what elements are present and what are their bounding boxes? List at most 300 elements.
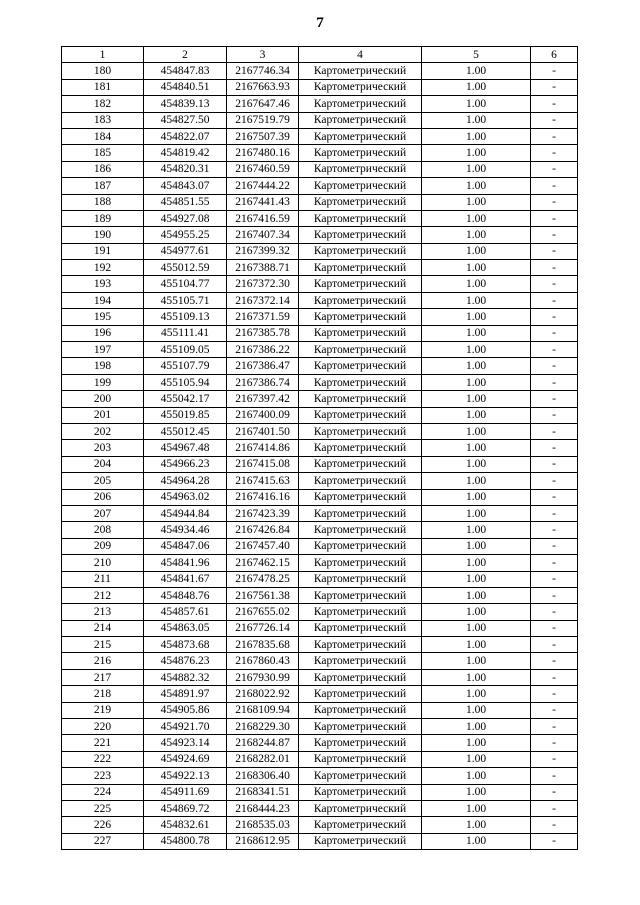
description-cell: -: [531, 440, 578, 456]
column-header: 6: [531, 47, 578, 63]
column-header: 3: [227, 47, 299, 63]
method-cell: Картометрический: [299, 768, 422, 784]
x-coordinate-cell: 454863.05: [144, 620, 227, 636]
method-cell: Картометрический: [299, 571, 422, 587]
description-cell: -: [531, 276, 578, 292]
description-cell: -: [531, 473, 578, 489]
x-coordinate-cell: 454927.08: [144, 210, 227, 226]
x-coordinate-cell: 454851.55: [144, 194, 227, 210]
method-cell: Картометрический: [299, 719, 422, 735]
point-number-cell: 185: [62, 145, 144, 161]
x-coordinate-cell: 454966.23: [144, 456, 227, 472]
y-coordinate-cell: 2167423.39: [227, 505, 299, 521]
description-cell: -: [531, 227, 578, 243]
y-coordinate-cell: 2168282.01: [227, 751, 299, 767]
description-cell: -: [531, 423, 578, 439]
description-cell: -: [531, 63, 578, 79]
accuracy-cell: 1.00: [422, 669, 531, 685]
y-coordinate-cell: 2167399.32: [227, 243, 299, 259]
method-cell: Картометрический: [299, 522, 422, 538]
y-coordinate-cell: 2167407.34: [227, 227, 299, 243]
accuracy-cell: 1.00: [422, 374, 531, 390]
column-header: 1: [62, 47, 144, 63]
description-cell: -: [531, 342, 578, 358]
accuracy-cell: 1.00: [422, 604, 531, 620]
table-row: [62, 358, 578, 374]
description-cell: -: [531, 637, 578, 653]
accuracy-cell: 1.00: [422, 210, 531, 226]
x-coordinate-cell: 454944.84: [144, 505, 227, 521]
accuracy-cell: 1.00: [422, 473, 531, 489]
table-row: [62, 784, 578, 800]
description-cell: -: [531, 96, 578, 112]
method-cell: Картометрический: [299, 735, 422, 751]
accuracy-cell: 1.00: [422, 358, 531, 374]
x-coordinate-cell: 454873.68: [144, 637, 227, 653]
point-number-cell: 209: [62, 538, 144, 554]
x-coordinate-cell: 454822.07: [144, 128, 227, 144]
y-coordinate-cell: 2167426.84: [227, 522, 299, 538]
y-coordinate-cell: 2167726.14: [227, 620, 299, 636]
accuracy-cell: 1.00: [422, 637, 531, 653]
point-number-cell: 217: [62, 669, 144, 685]
x-coordinate-cell: 454977.61: [144, 243, 227, 259]
description-cell: -: [531, 653, 578, 669]
point-number-cell: 196: [62, 325, 144, 341]
method-cell: Картометрический: [299, 79, 422, 95]
table-row: [62, 227, 578, 243]
table-row: [62, 423, 578, 439]
y-coordinate-cell: 2167444.22: [227, 178, 299, 194]
method-cell: Картометрический: [299, 210, 422, 226]
accuracy-cell: 1.00: [422, 63, 531, 79]
x-coordinate-cell: 454955.25: [144, 227, 227, 243]
x-coordinate-cell: 455109.13: [144, 309, 227, 325]
x-coordinate-cell: 455104.77: [144, 276, 227, 292]
x-coordinate-cell: 454924.69: [144, 751, 227, 767]
point-number-cell: 202: [62, 423, 144, 439]
method-cell: Картометрический: [299, 489, 422, 505]
description-cell: -: [531, 735, 578, 751]
accuracy-cell: 1.00: [422, 161, 531, 177]
description-cell: -: [531, 456, 578, 472]
x-coordinate-cell: 454876.23: [144, 653, 227, 669]
accuracy-cell: 1.00: [422, 735, 531, 751]
x-coordinate-cell: 454869.72: [144, 800, 227, 816]
description-cell: -: [531, 555, 578, 571]
x-coordinate-cell: 454934.46: [144, 522, 227, 538]
description-cell: -: [531, 325, 578, 341]
description-cell: -: [531, 243, 578, 259]
description-cell: -: [531, 374, 578, 390]
point-number-cell: 206: [62, 489, 144, 505]
table-row: [62, 342, 578, 358]
method-cell: Картометрический: [299, 653, 422, 669]
accuracy-cell: 1.00: [422, 342, 531, 358]
x-coordinate-cell: 454847.83: [144, 63, 227, 79]
y-coordinate-cell: 2167480.16: [227, 145, 299, 161]
description-cell: -: [531, 604, 578, 620]
y-coordinate-cell: 2167371.59: [227, 309, 299, 325]
table-row: [62, 505, 578, 521]
accuracy-cell: 1.00: [422, 555, 531, 571]
method-cell: Картометрический: [299, 292, 422, 308]
accuracy-cell: 1.00: [422, 292, 531, 308]
method-cell: Картометрический: [299, 358, 422, 374]
x-coordinate-cell: 454922.13: [144, 768, 227, 784]
point-number-cell: 184: [62, 128, 144, 144]
accuracy-cell: 1.00: [422, 309, 531, 325]
description-cell: -: [531, 79, 578, 95]
y-coordinate-cell: 2167663.93: [227, 79, 299, 95]
description-cell: -: [531, 194, 578, 210]
description-cell: -: [531, 522, 578, 538]
method-cell: Картометрический: [299, 325, 422, 341]
accuracy-cell: 1.00: [422, 489, 531, 505]
point-number-cell: 183: [62, 112, 144, 128]
method-cell: Картометрический: [299, 128, 422, 144]
table-row: [62, 325, 578, 341]
table-row: [62, 686, 578, 702]
description-cell: -: [531, 407, 578, 423]
method-cell: Картометрический: [299, 178, 422, 194]
point-number-cell: 222: [62, 751, 144, 767]
accuracy-cell: 1.00: [422, 128, 531, 144]
method-cell: Картометрический: [299, 604, 422, 620]
page-number: 7: [316, 15, 324, 31]
table-row: [62, 735, 578, 751]
x-coordinate-cell: 454827.50: [144, 112, 227, 128]
method-cell: Картометрический: [299, 243, 422, 259]
method-cell: Картометрический: [299, 669, 422, 685]
y-coordinate-cell: 2167647.46: [227, 96, 299, 112]
accuracy-cell: 1.00: [422, 407, 531, 423]
description-cell: -: [531, 784, 578, 800]
y-coordinate-cell: 2168444.23: [227, 800, 299, 816]
method-cell: Картометрический: [299, 620, 422, 636]
method-cell: Картометрический: [299, 538, 422, 554]
point-number-cell: 193: [62, 276, 144, 292]
accuracy-cell: 1.00: [422, 686, 531, 702]
x-coordinate-cell: 454857.61: [144, 604, 227, 620]
table-row: [62, 374, 578, 390]
description-cell: -: [531, 587, 578, 603]
description-cell: -: [531, 292, 578, 308]
accuracy-cell: 1.00: [422, 391, 531, 407]
accuracy-cell: 1.00: [422, 194, 531, 210]
y-coordinate-cell: 2168341.51: [227, 784, 299, 800]
method-cell: Картометрический: [299, 833, 422, 849]
x-coordinate-cell: 454841.96: [144, 555, 227, 571]
table-row: [62, 620, 578, 636]
description-cell: -: [531, 669, 578, 685]
y-coordinate-cell: 2167930.99: [227, 669, 299, 685]
table-row: [62, 473, 578, 489]
description-cell: -: [531, 178, 578, 194]
accuracy-cell: 1.00: [422, 784, 531, 800]
table-row: [62, 637, 578, 653]
x-coordinate-cell: 454848.76: [144, 587, 227, 603]
point-number-cell: 200: [62, 391, 144, 407]
table-row: [62, 292, 578, 308]
y-coordinate-cell: 2167507.39: [227, 128, 299, 144]
accuracy-cell: 1.00: [422, 653, 531, 669]
table-row: [62, 407, 578, 423]
point-number-cell: 180: [62, 63, 144, 79]
table-header-row: [62, 47, 578, 63]
point-number-cell: 194: [62, 292, 144, 308]
table-row: [62, 128, 578, 144]
accuracy-cell: 1.00: [422, 702, 531, 718]
accuracy-cell: 1.00: [422, 112, 531, 128]
table-row: [62, 800, 578, 816]
y-coordinate-cell: 2167835.68: [227, 637, 299, 653]
accuracy-cell: 1.00: [422, 587, 531, 603]
accuracy-cell: 1.00: [422, 260, 531, 276]
description-cell: -: [531, 702, 578, 718]
method-cell: Картометрический: [299, 260, 422, 276]
accuracy-cell: 1.00: [422, 505, 531, 521]
method-cell: Картометрический: [299, 686, 422, 702]
description-cell: -: [531, 719, 578, 735]
table-row: [62, 145, 578, 161]
y-coordinate-cell: 2167478.25: [227, 571, 299, 587]
method-cell: Картометрический: [299, 423, 422, 439]
point-number-cell: 226: [62, 817, 144, 833]
accuracy-cell: 1.00: [422, 325, 531, 341]
description-cell: -: [531, 538, 578, 554]
method-cell: Картометрический: [299, 505, 422, 521]
description-cell: -: [531, 833, 578, 849]
accuracy-cell: 1.00: [422, 423, 531, 439]
x-coordinate-cell: 455012.59: [144, 260, 227, 276]
method-cell: Картометрический: [299, 637, 422, 653]
accuracy-cell: 1.00: [422, 178, 531, 194]
table-row: [62, 522, 578, 538]
point-number-cell: 214: [62, 620, 144, 636]
method-cell: Картометрический: [299, 227, 422, 243]
point-number-cell: 223: [62, 768, 144, 784]
method-cell: Картометрический: [299, 702, 422, 718]
method-cell: Картометрический: [299, 194, 422, 210]
method-cell: Картометрический: [299, 456, 422, 472]
y-coordinate-cell: 2167397.42: [227, 391, 299, 407]
description-cell: -: [531, 768, 578, 784]
point-number-cell: 201: [62, 407, 144, 423]
column-header: 4: [299, 47, 422, 63]
column-header: 5: [422, 47, 531, 63]
accuracy-cell: 1.00: [422, 817, 531, 833]
y-coordinate-cell: 2168109.94: [227, 702, 299, 718]
table-row: [62, 309, 578, 325]
point-number-cell: 224: [62, 784, 144, 800]
x-coordinate-cell: 454841.67: [144, 571, 227, 587]
accuracy-cell: 1.00: [422, 751, 531, 767]
method-cell: Картометрический: [299, 407, 422, 423]
table-row: [62, 210, 578, 226]
y-coordinate-cell: 2167561.38: [227, 587, 299, 603]
x-coordinate-cell: 455012.45: [144, 423, 227, 439]
point-number-cell: 192: [62, 260, 144, 276]
x-coordinate-cell: 454891.97: [144, 686, 227, 702]
accuracy-cell: 1.00: [422, 620, 531, 636]
x-coordinate-cell: 455105.94: [144, 374, 227, 390]
point-number-cell: 186: [62, 161, 144, 177]
y-coordinate-cell: 2167519.79: [227, 112, 299, 128]
y-coordinate-cell: 2167385.78: [227, 325, 299, 341]
y-coordinate-cell: 2167415.08: [227, 456, 299, 472]
y-coordinate-cell: 2167386.74: [227, 374, 299, 390]
table-row: [62, 751, 578, 767]
method-cell: Картометрический: [299, 96, 422, 112]
x-coordinate-cell: 455111.41: [144, 325, 227, 341]
point-number-cell: 211: [62, 571, 144, 587]
table-row: [62, 440, 578, 456]
x-coordinate-cell: 455105.71: [144, 292, 227, 308]
x-coordinate-cell: 455019.85: [144, 407, 227, 423]
method-cell: Картометрический: [299, 587, 422, 603]
accuracy-cell: 1.00: [422, 833, 531, 849]
x-coordinate-cell: 454905.86: [144, 702, 227, 718]
description-cell: -: [531, 505, 578, 521]
accuracy-cell: 1.00: [422, 276, 531, 292]
y-coordinate-cell: 2167400.09: [227, 407, 299, 423]
x-coordinate-cell: 454923.14: [144, 735, 227, 751]
point-number-cell: 221: [62, 735, 144, 751]
y-coordinate-cell: 2168306.40: [227, 768, 299, 784]
y-coordinate-cell: 2168535.03: [227, 817, 299, 833]
description-cell: -: [531, 161, 578, 177]
table-row: [62, 178, 578, 194]
table-row: [62, 702, 578, 718]
x-coordinate-cell: 454964.28: [144, 473, 227, 489]
y-coordinate-cell: 2167372.30: [227, 276, 299, 292]
x-coordinate-cell: 455042.17: [144, 391, 227, 407]
x-coordinate-cell: 454847.06: [144, 538, 227, 554]
y-coordinate-cell: 2167416.16: [227, 489, 299, 505]
point-number-cell: 198: [62, 358, 144, 374]
accuracy-cell: 1.00: [422, 243, 531, 259]
x-coordinate-cell: 455107.79: [144, 358, 227, 374]
description-cell: -: [531, 686, 578, 702]
table-body: [62, 63, 578, 850]
table-row: [62, 604, 578, 620]
x-coordinate-cell: 454843.07: [144, 178, 227, 194]
table-row: [62, 489, 578, 505]
x-coordinate-cell: 454911.69: [144, 784, 227, 800]
method-cell: Картометрический: [299, 391, 422, 407]
description-cell: -: [531, 751, 578, 767]
point-number-cell: 205: [62, 473, 144, 489]
accuracy-cell: 1.00: [422, 96, 531, 112]
accuracy-cell: 1.00: [422, 768, 531, 784]
y-coordinate-cell: 2167655.02: [227, 604, 299, 620]
x-coordinate-cell: 454967.48: [144, 440, 227, 456]
x-coordinate-cell: 454800.78: [144, 833, 227, 849]
point-number-cell: 219: [62, 702, 144, 718]
accuracy-cell: 1.00: [422, 227, 531, 243]
description-cell: -: [531, 309, 578, 325]
x-coordinate-cell: 454840.51: [144, 79, 227, 95]
method-cell: Картометрический: [299, 342, 422, 358]
y-coordinate-cell: 2167746.34: [227, 63, 299, 79]
method-cell: Картометрический: [299, 473, 422, 489]
table-row: [62, 63, 578, 79]
y-coordinate-cell: 2168022.92: [227, 686, 299, 702]
table-row: [62, 79, 578, 95]
y-coordinate-cell: 2168229.30: [227, 719, 299, 735]
method-cell: Картометрический: [299, 145, 422, 161]
accuracy-cell: 1.00: [422, 571, 531, 587]
x-coordinate-cell: 454820.31: [144, 161, 227, 177]
y-coordinate-cell: 2167414.86: [227, 440, 299, 456]
point-number-cell: 190: [62, 227, 144, 243]
accuracy-cell: 1.00: [422, 522, 531, 538]
table-row: [62, 669, 578, 685]
description-cell: -: [531, 358, 578, 374]
description-cell: -: [531, 128, 578, 144]
point-number-cell: 189: [62, 210, 144, 226]
method-cell: Картометрический: [299, 800, 422, 816]
table-row: [62, 194, 578, 210]
point-number-cell: 220: [62, 719, 144, 735]
description-cell: -: [531, 817, 578, 833]
y-coordinate-cell: 2167462.15: [227, 555, 299, 571]
x-coordinate-cell: 454963.02: [144, 489, 227, 505]
table-row: [62, 260, 578, 276]
accuracy-cell: 1.00: [422, 800, 531, 816]
table-row: [62, 538, 578, 554]
x-coordinate-cell: 454921.70: [144, 719, 227, 735]
x-coordinate-cell: 455109.05: [144, 342, 227, 358]
y-coordinate-cell: 2167386.47: [227, 358, 299, 374]
point-number-cell: 181: [62, 79, 144, 95]
y-coordinate-cell: 2168612.95: [227, 833, 299, 849]
table-row: [62, 96, 578, 112]
method-cell: Картометрический: [299, 440, 422, 456]
point-number-cell: 199: [62, 374, 144, 390]
point-number-cell: 207: [62, 505, 144, 521]
point-number-cell: 210: [62, 555, 144, 571]
table-row: [62, 112, 578, 128]
point-number-cell: 208: [62, 522, 144, 538]
point-number-cell: 188: [62, 194, 144, 210]
y-coordinate-cell: 2167457.40: [227, 538, 299, 554]
table-row: [62, 719, 578, 735]
y-coordinate-cell: 2167860.43: [227, 653, 299, 669]
table-row: [62, 571, 578, 587]
y-coordinate-cell: 2167388.71: [227, 260, 299, 276]
table-row: [62, 587, 578, 603]
method-cell: Картометрический: [299, 817, 422, 833]
method-cell: Картометрический: [299, 63, 422, 79]
description-cell: -: [531, 571, 578, 587]
accuracy-cell: 1.00: [422, 456, 531, 472]
accuracy-cell: 1.00: [422, 440, 531, 456]
point-number-cell: 213: [62, 604, 144, 620]
point-number-cell: 182: [62, 96, 144, 112]
table-row: [62, 391, 578, 407]
table-row: [62, 653, 578, 669]
method-cell: Картометрический: [299, 161, 422, 177]
description-cell: -: [531, 620, 578, 636]
method-cell: Картометрический: [299, 112, 422, 128]
method-cell: Картометрический: [299, 309, 422, 325]
point-number-cell: 197: [62, 342, 144, 358]
y-coordinate-cell: 2167416.59: [227, 210, 299, 226]
y-coordinate-cell: 2167415.63: [227, 473, 299, 489]
x-coordinate-cell: 454882.32: [144, 669, 227, 685]
